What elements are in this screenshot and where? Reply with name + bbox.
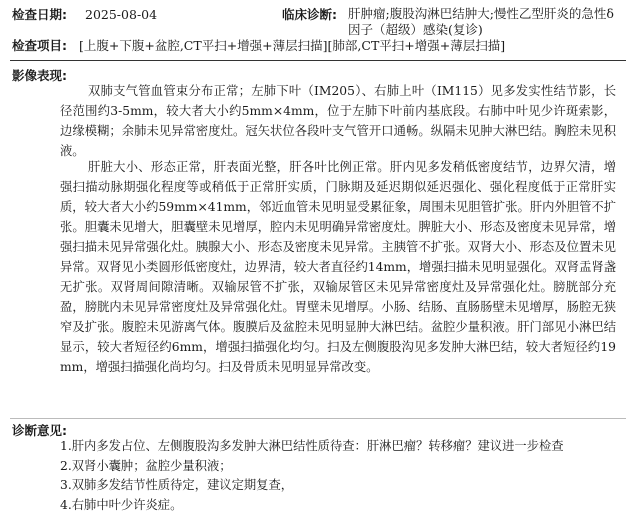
- diagnosis-opinion-title: 诊断意见:: [12, 423, 67, 438]
- diagnosis-list: [60, 437, 616, 515]
- exam-date-row: [12, 6, 157, 24]
- exam-date-value: 2025-08-04: [85, 7, 158, 22]
- clinical-diagnosis-label: 临床诊断:: [282, 7, 337, 22]
- divider: [10, 418, 626, 419]
- exam-items-row: [12, 37, 505, 55]
- diagnosis-item: 1.肝内多发占位、左侧腹股沟多发肿大淋巴结性质待查：肝淋巴瘤？转移瘤？建议进一步检查: [60, 439, 564, 453]
- imaging-paragraph-lung: 双肺支气管血管束分布正常；左肺下叶（IM205）、右肺上叶（IM115）见多发实性结节影，长径范围约3-5mm，较大者大小约5mm×4mm，位于左肺下叶前内基底段。右肺中叶见少许斑索影，边缘模糊；余肺未见异常密度灶。冠矢状位各段叶支气管开口通畅。纵隔未见肿大淋巴结。胸腔未见积液。: [60, 84, 616, 158]
- clinical-diagnosis-row: [282, 6, 337, 24]
- imaging-findings-title: 影像表现:: [12, 68, 67, 83]
- divider: [10, 60, 626, 61]
- clinical-diagnosis-value: 肝肿瘤;腹股沟淋巴结肿大;慢性乙型肝炎的急性δ因子（超级）感染(复诊): [348, 6, 614, 37]
- exam-date-label: 检查日期:: [12, 7, 67, 22]
- imaging-paragraph-abdomen: 肝脏大小、形态正常，肝表面光整，肝各叶比例正常。肝内见多发稍低密度结节，边界欠清，增强扫描动脉期强化程度等或稍低于正常肝实质，门脉期及延迟期似延迟强化、强化程度低于正常肝实质，较大者大小约59mm×41mm，邻近血管未见明显受累征象，周围未见胆管扩张。肝内外胆管不扩张。胆囊未见增大，胆囊壁未见增厚，腔内未见明确异常密度灶。脾脏大小、形态及密度未见异常，增强扫描未见异常强化灶。胰腺大小、形态及密度未见异常。主胰管不扩张。双肾大小、形态及位置未见异常。双肾见小类圆形低密度灶，边界清，较大者直径约14mm，增强扫描未见明显强化。双肾盂肾盏无扩张。双肾周间隙清晰。双输尿管不扩张，双输尿管区未见异常密度灶及异常强化灶。膀胱部分充盈，膀胱内未见异常密度灶及异常强化灶。胃壁未见增厚。小肠、结肠、直肠肠壁未见增厚，肠腔无狭窄及扩张。腹腔未见游离气体。腹膜后及盆腔未见明显肿大淋巴结。盆腔少量积液。肝门部见小淋巴结显示，较大者短径约6mm，增强扫描强化均匀。扫及左侧腹股沟见多发肿大淋巴结，较大者短径约19mm，增强扫描强化尚均匀。扫及骨质未见明显异常改变。: [60, 160, 616, 374]
- exam-items-label: 检查项目:: [12, 38, 67, 53]
- diagnosis-item: 4.右肺中叶少许炎症。: [60, 497, 183, 512]
- exam-items-value: [上腹+下腹+盆腔,CT平扫+增强+薄层扫描][肺部,CT平扫+增强+薄层扫描]: [79, 38, 506, 53]
- diagnosis-item: 2.双肾小囊肿；盆腔少量积液；: [60, 458, 232, 473]
- diagnosis-item: 3.双肺多发结节性质待定，建议定期复查，: [60, 478, 294, 492]
